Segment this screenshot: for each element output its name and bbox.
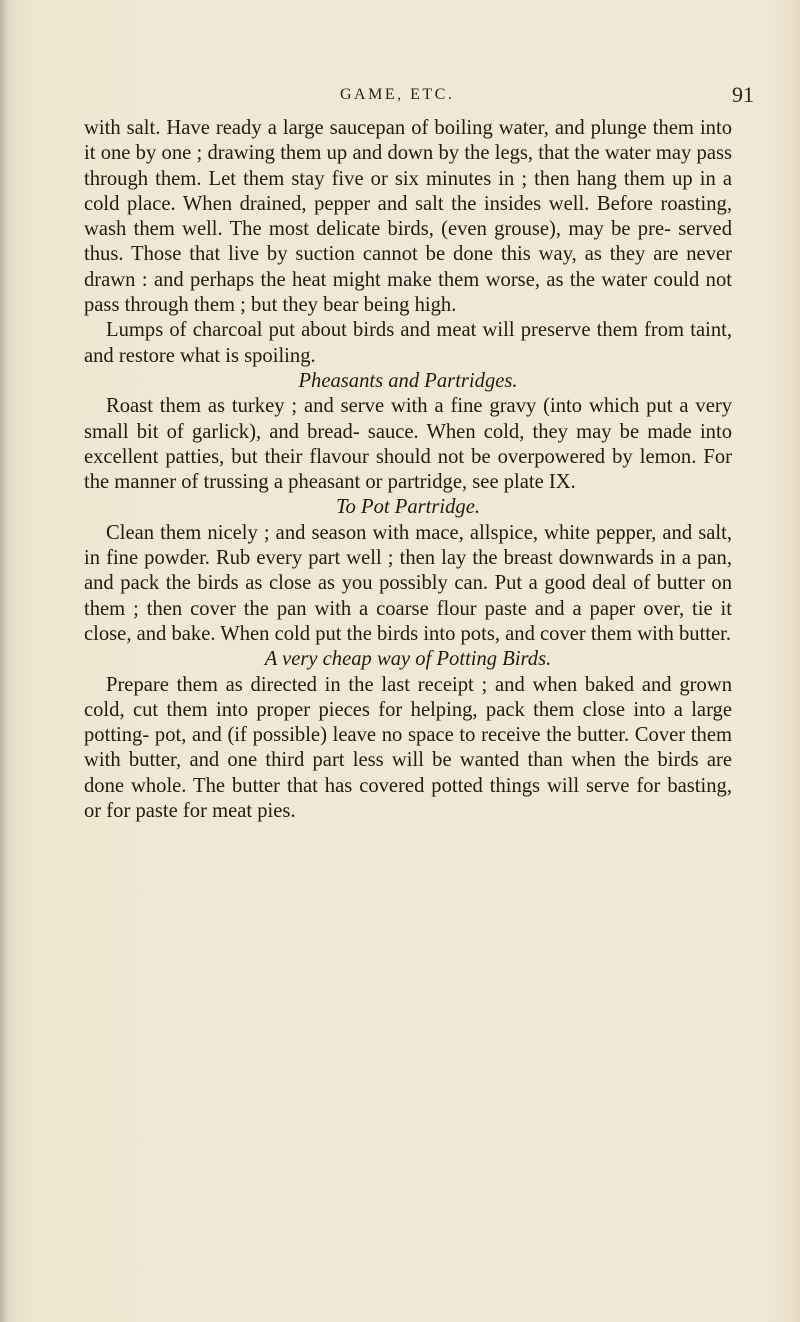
running-head	[340, 82, 798, 112]
heading-pheasants-partridges: Pheasants and Partridges.	[298, 369, 518, 392]
paragraph-roast: Roast them as turkey ; and serve with a fine gravy (into which put a very small bit of garlick), and bread- sauce. When cold, they may be made into excellent patties, but their flavour should not be overpowered by lemon. For the manner of trussing a pheasant or partridge, see plate IX.	[84, 395, 732, 494]
paragraph-charcoal: Lumps of charcoal put about birds and meat will preserve them from taint, and restore what is spoiling.	[84, 319, 732, 367]
paragraph-preserving-birds: with salt. Have ready a large saucepan of boiling water, and plunge them into it one by one ; drawing them up and down by the legs, that the water may pass through them. Let them stay five or six minutes in ; then hang them up in a cold place. When drained, pepper and salt the insides well. Before roasting, wash them well. The most delicate birds, (even grouse), may be pre- served thus. Those that live by suction cannot be done this way, as they are never drawn : and perhaps the heat might make them worse, as the water could not pass through them ; but they bear being high.	[84, 117, 732, 317]
running-head-title: GAME, ETC.	[340, 86, 455, 103]
paragraph-pot-partridge: Clean them nicely ; and season with mace, allspice, white pepper, and salt, in fine powder. Rub every part well ; then lay the breast downwards in a pan, and pack the birds as close as you possibly can. Put a good deal of butter on them ; then cover the pan with a coarse flour paste and a paper over, tie it close, and bake. When cold put the birds into pots, and cover them with butter.	[84, 521, 732, 645]
heading-pot-partridge: To Pot Partridge.	[336, 496, 480, 519]
page-number: 91	[732, 82, 754, 107]
heading-cheap-potting: A very cheap way of Potting Birds.	[264, 648, 552, 671]
page-gutter-shadow	[0, 0, 8, 1322]
paragraph-cheap-potting: Prepare them as directed in the last receipt ; and when baked and grown cold, cut them into proper pieces for helping, pack them close into a large potting- pot, and (if possible) leave no space to receive the butter. Cover them with butter, and one third part less will be wanted than when the birds are done whole. The butter that has covered potted things will serve for basting, or for paste for meat pies.	[84, 673, 732, 823]
page-body	[84, 116, 732, 824]
